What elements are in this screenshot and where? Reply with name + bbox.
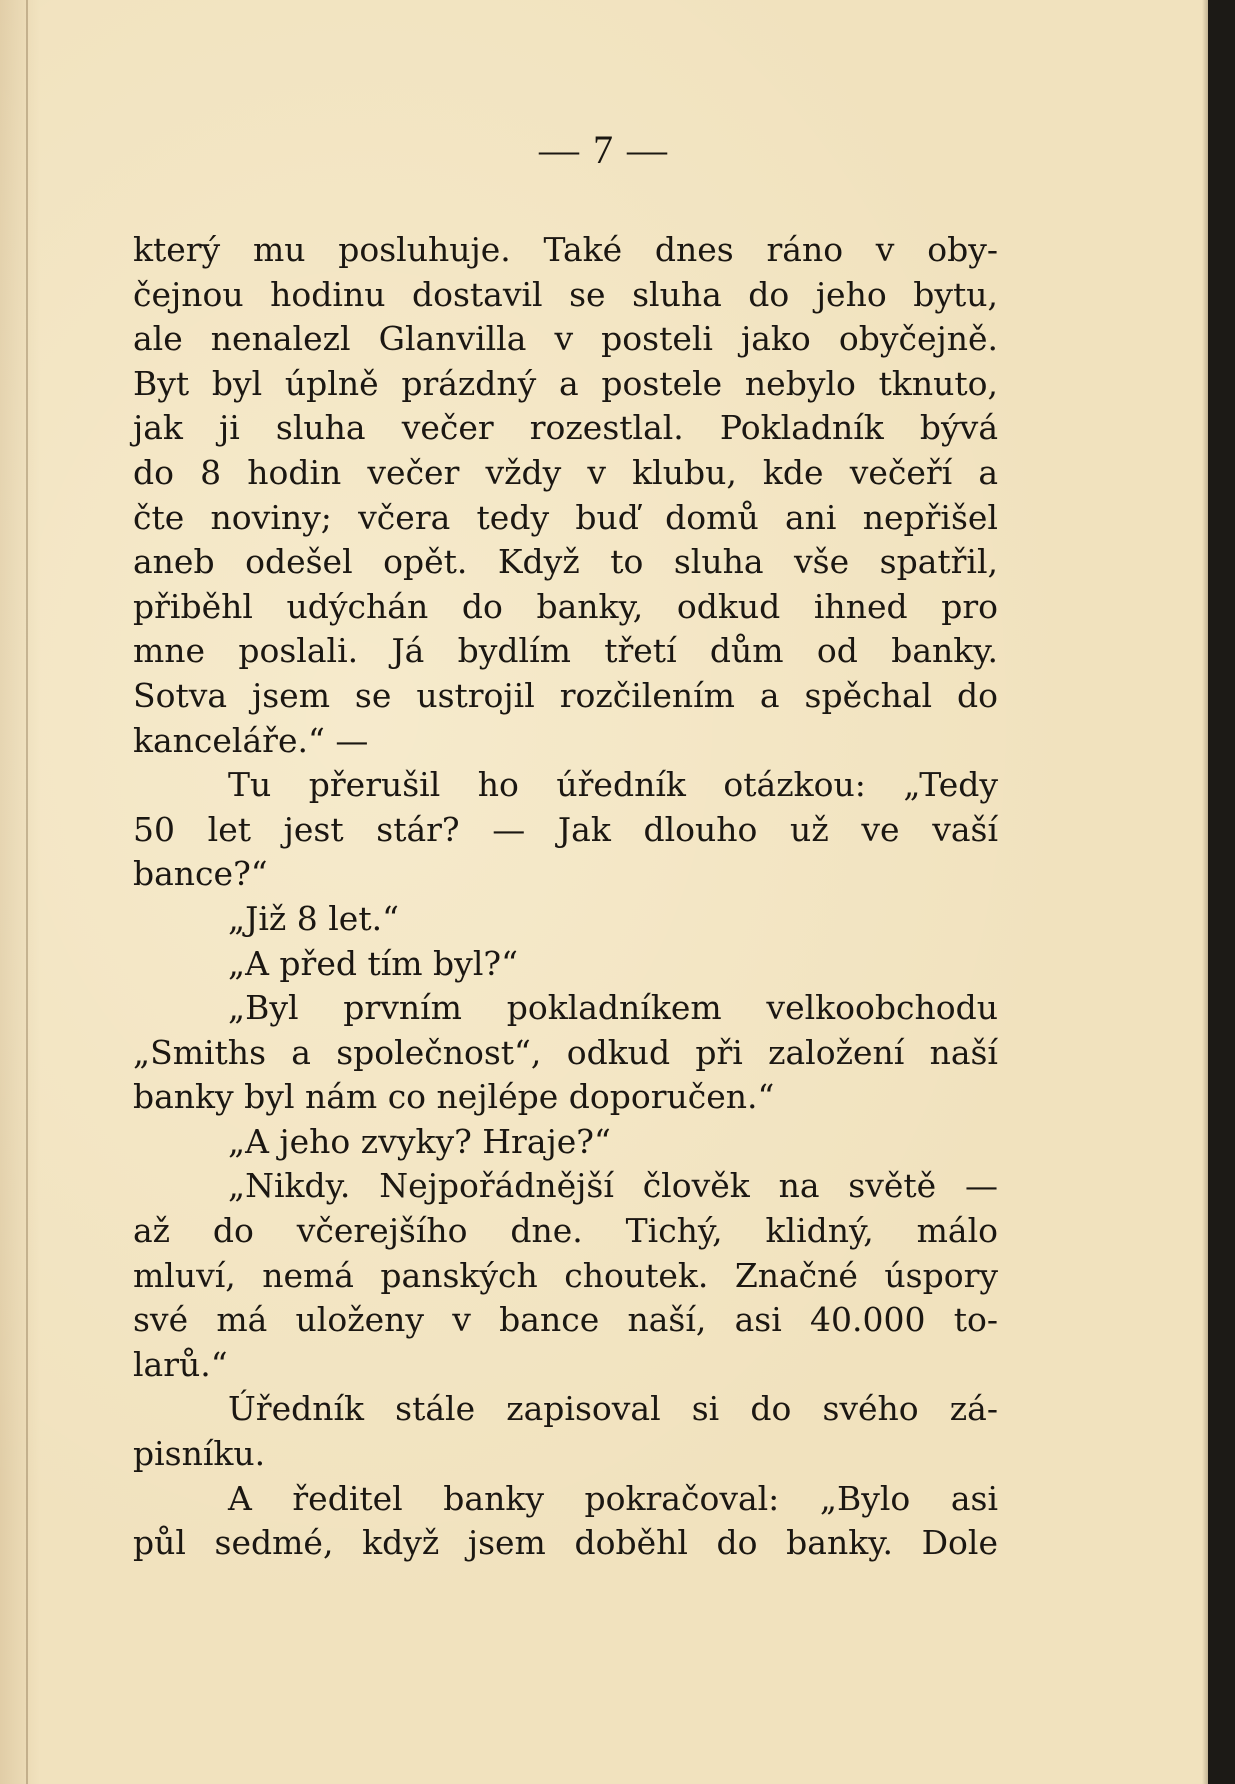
page-edge-shadow <box>1202 0 1208 1784</box>
text-line: ale nenalezl Glanvilla v posteli jako obyčejně. <box>133 319 998 359</box>
text-line: který mu posluhuje. Také dnes ráno v oby- <box>133 230 998 269</box>
text-line: bance?“ <box>133 854 268 894</box>
text-line: své má uloženy v bance naší, asi 40.000 to- <box>133 1300 998 1340</box>
text-line: půl sedmé, když jsem doběhl do banky. Dole <box>133 1523 998 1563</box>
text-line: jak ji sluha večer rozestlal. Pokladník bývá <box>133 408 998 448</box>
text-line: aneb odešel opět. Když to sluha vše spatřil, <box>133 542 998 582</box>
text-line: čte noviny; včera tedy buď domů ani nepřišel <box>133 497 998 537</box>
text-line: 50 let jest stár? — Jak dlouho už ve vaší <box>133 809 998 849</box>
text-line: mne poslali. Já bydlím třetí dům od banky. <box>133 631 998 671</box>
text-line: „Nikdy. Nejpořádnější člověk na světě — <box>228 1166 998 1206</box>
text-line: Úředník stále zapisoval si do svého zá- <box>228 1389 998 1429</box>
text-line: Tu přerušil ho úředník otázkou: „Tedy <box>228 765 998 805</box>
text-line: A ředitel banky pokračoval: „Bylo asi <box>228 1478 998 1518</box>
text-line: do 8 hodin večer vždy v klubu, kde večeří a <box>133 452 998 492</box>
text-line: čejnou hodinu dostavil se sluha do jeho bytu, <box>133 274 998 314</box>
text-line: kanceláře.“ — <box>133 720 369 760</box>
text-line: „A jeho zvyky? Hraje?“ <box>228 1121 611 1161</box>
page-gutter-line <box>26 0 28 1784</box>
text-line: pisníku. <box>133 1434 266 1474</box>
text-line: až do včerejšího dne. Tichý, klidný, málo <box>133 1211 998 1251</box>
page-number: — 7 — <box>539 127 669 172</box>
text-line: Sotva jsem se ustrojil rozčilením a spěchal do <box>133 675 998 715</box>
text-line: „A před tím byl?“ <box>228 943 518 983</box>
text-line: Byt byl úplně prázdný a postele nebylo tknuto, <box>133 363 998 403</box>
text-line: přiběhl udýchán do banky, odkud ihned pro <box>133 586 998 626</box>
text-line: „Byl prvním pokladníkem velkoobchodu <box>228 988 998 1028</box>
text-line: mluví, nemá panských choutek. Značné úspory <box>133 1255 998 1295</box>
text-line: „Již 8 let.“ <box>228 898 399 938</box>
text-line: „Smiths a společnost“, odkud při založení naší <box>133 1032 998 1072</box>
text-line: banky byl nám co nejlépe doporučen.“ <box>133 1077 775 1117</box>
body-text <box>133 228 998 1566</box>
text-line: larů.“ <box>133 1344 228 1384</box>
